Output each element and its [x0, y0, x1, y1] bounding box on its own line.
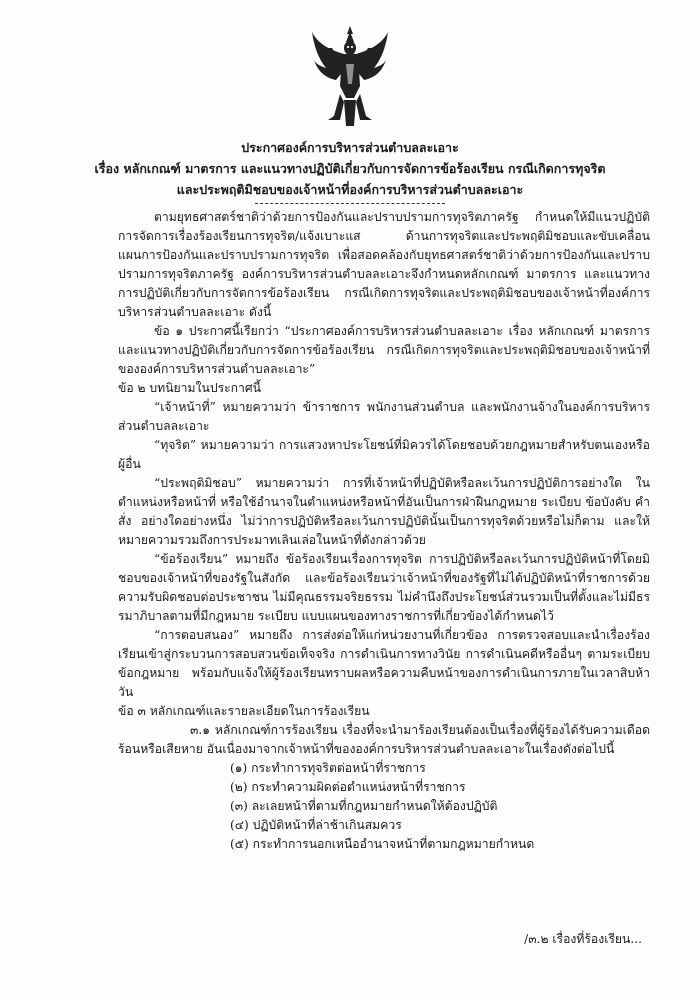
definition-officer: “เจ้าหน้าที่” หมายความว่า ข้าราชการ พนักงานส่วนตำบล และพนักงานจ้างในองค์การบริหารส่วนตำบลละเอาะ: [118, 400, 650, 433]
definition-complaint: “ข้อร้องเรียน” หมายถึง ข้อร้องเรียนเรื่องการทุจริต การปฏิบัติหรือละเว้นการปฏิบัติหน้าที่โดยมิชอบของเจ้าหน้าที่ของรัฐในสังกัด และข้อร้องเรียนว่าเจ้าหน้าที่ของรัฐที่ไม่ได้ปฏิบัติหน้าที่ราชการด้วยความรับผิดชอบต่อประชาชน ไม่มีคุณธรรมจริยธรรม ไม่คำนึงถึงประโยชน์ส่วนรวมเป็นที่ตั้งและไม่มีธรรมาภิบาลตามที่มีกฎหมาย ระเบียบ แบบแผนของทางราชการที่เกี่ยวข้องได้กำหนดไว้: [118, 552, 650, 623]
garuda-emblem-icon: [310, 24, 390, 130]
definition-response: “การตอบสนอง” หมายถึง การส่งต่อให้แก่หน่วยงานที่เกี่ยวข้อง การตรวจสอบและนำเรื่องร้องเรียนเข้าสู่กระบวนการสอบสวนข้อเท็จจริง การดำเนินการทางวินัย การดำเนินคดีหรืออื่นๆ ตามระเบียบข้อกฎหมาย พร้อมกับแจ้งให้ผู้ร้องเรียนทราบผลหรือความคืบหน้าของการดำเนินการภายในเวลาสิบห้าวัน: [118, 628, 650, 699]
clause-3: ข้อ ๓ หลักเกณฑ์และรายละเอียดในการร้องเรียน: [118, 704, 370, 718]
announcement-subject-line-2: และประพฤติมิชอบของเจ้าหน้าที่องค์การบริหารส่วนตำบลละเอาะ: [176, 182, 524, 197]
clause-1: ข้อ ๑ ประกาศนี้เรียกว่า “ประกาศองค์การบริหารส่วนตำบลละเอาะ เรื่อง หลักเกณฑ์ มาตรการและแนวทางปฏิบัติเกี่ยวกับการจัดการข้อร้องเรียน กรณีเกิดการทุจริตและประพฤติมิชอบของเจ้าหน้าที่ขององค์การบริหารส่วนตำบลละเอาะ”: [118, 324, 650, 376]
complaint-criteria-list: [118, 759, 650, 854]
list-item: (๔) ปฏิบัติหน้าที่ล่าช้าเกินสมควร: [230, 818, 402, 832]
continued-on-next-page: /๓.๒ เรื่องที่ร้องเรียน...: [524, 932, 642, 946]
definition-corruption: “ทุจริต” หมายความว่า การแสวงหาประโยชน์ที่มิควรได้โดยชอบด้วยกฎหมายสำหรับตนเองหรือผู้อื่น: [118, 438, 650, 471]
clause-3-1: ๓.๑ หลักเกณฑ์การร้องเรียน เรื่องที่จะนำมาร้องเรียนต้องเป็นเรื่องที่ผู้ร้องได้รับความเดือดร้อนหรือเสียหาย อันเนื่องมาจากเจ้าหน้าที่ขององค์การบริหารส่วนตำบลละเอาะในเรื่องดังต่อไปนี้: [118, 723, 650, 756]
clause-2: ข้อ ๒ บทนิยามในประกาศนี้: [118, 381, 261, 395]
announcement-subject-line-1: เรื่อง หลักเกณฑ์ มาตรการ และแนวทางปฏิบัติเกี่ยวกับการจัดการข้อร้องเรียน กรณีเกิดการทุจริต: [94, 161, 606, 176]
title-divider: [255, 203, 445, 204]
announcement-org-title: ประกาศองค์การบริหารส่วนตำบลละเอาะ: [241, 140, 459, 155]
list-item: (๒) กระทำความผิดต่อตำแหน่งหน้าที่ราชการ: [230, 780, 466, 794]
list-item: (๑) กระทำการทุจริตต่อหน้าที่ราชการ: [230, 761, 426, 775]
list-item: (๓) ละเลยหน้าที่ตามที่กฎหมายกำหนดให้ต้องปฏิบัติ: [230, 799, 498, 813]
definition-misconduct: “ประพฤติมิชอบ” หมายความว่า การที่เจ้าหน้าที่ปฏิบัติหรือละเว้นการปฏิบัติการอย่างใด ในตำแหน่งหรือหน้าที่ หรือใช้อำนาจในตำแหน่งหรือหน้าที่อันเป็นการฝ่าฝืนกฎหมาย ระเบียบ ข้อบังคับ คำสั่ง อย่างใดอย่างหนึ่ง ไม่ว่าการปฏิบัติหรือละเว้นการปฏิบัตินั้นเป็นการทุจริตด้วยหรือไม่ก็ตาม และให้หมายความรวมถึงการประมาทเลินเล่อในหน้าที่ดังกล่าวด้วย: [118, 476, 650, 547]
intro-paragraph: ตามยุทธศาสตร์ชาติว่าด้วยการป้องกันและปราบปรามการทุจริตภาครัฐ กำหนดให้มีแนวปฏิบัติการจัดการเรื่องร้องเรียนการทุจริต/แจ้งเบาะแส ด้านการทุจริตและประพฤติมิชอบและขับเคลื่อนแผนการป้องกันและปราบปรามการทุจริต เพื่อสอดคล้องกับยุทธศาสตร์ชาติว่าด้วยการป้องกันและปราบปรามการทุจริตภาครัฐ องค์การบริหารส่วนตำบลละเอาะจึงกำหนดหลักเกณฑ์ มาตรการ และแนวทางการปฏิบัติเกี่ยวกับการจัดการข้อร้องเรียน กรณีเกิดการทุจริตและประพฤติมิชอบของเจ้าหน้าที่องค์การบริหารส่วนตำบลละเอาะ ดังนี้: [118, 210, 650, 319]
list-item: (๕) กระทำการนอกเหนืออำนาจหน้าที่ตามกฎหมายกำหนด: [230, 837, 535, 851]
document-body: [118, 208, 650, 854]
